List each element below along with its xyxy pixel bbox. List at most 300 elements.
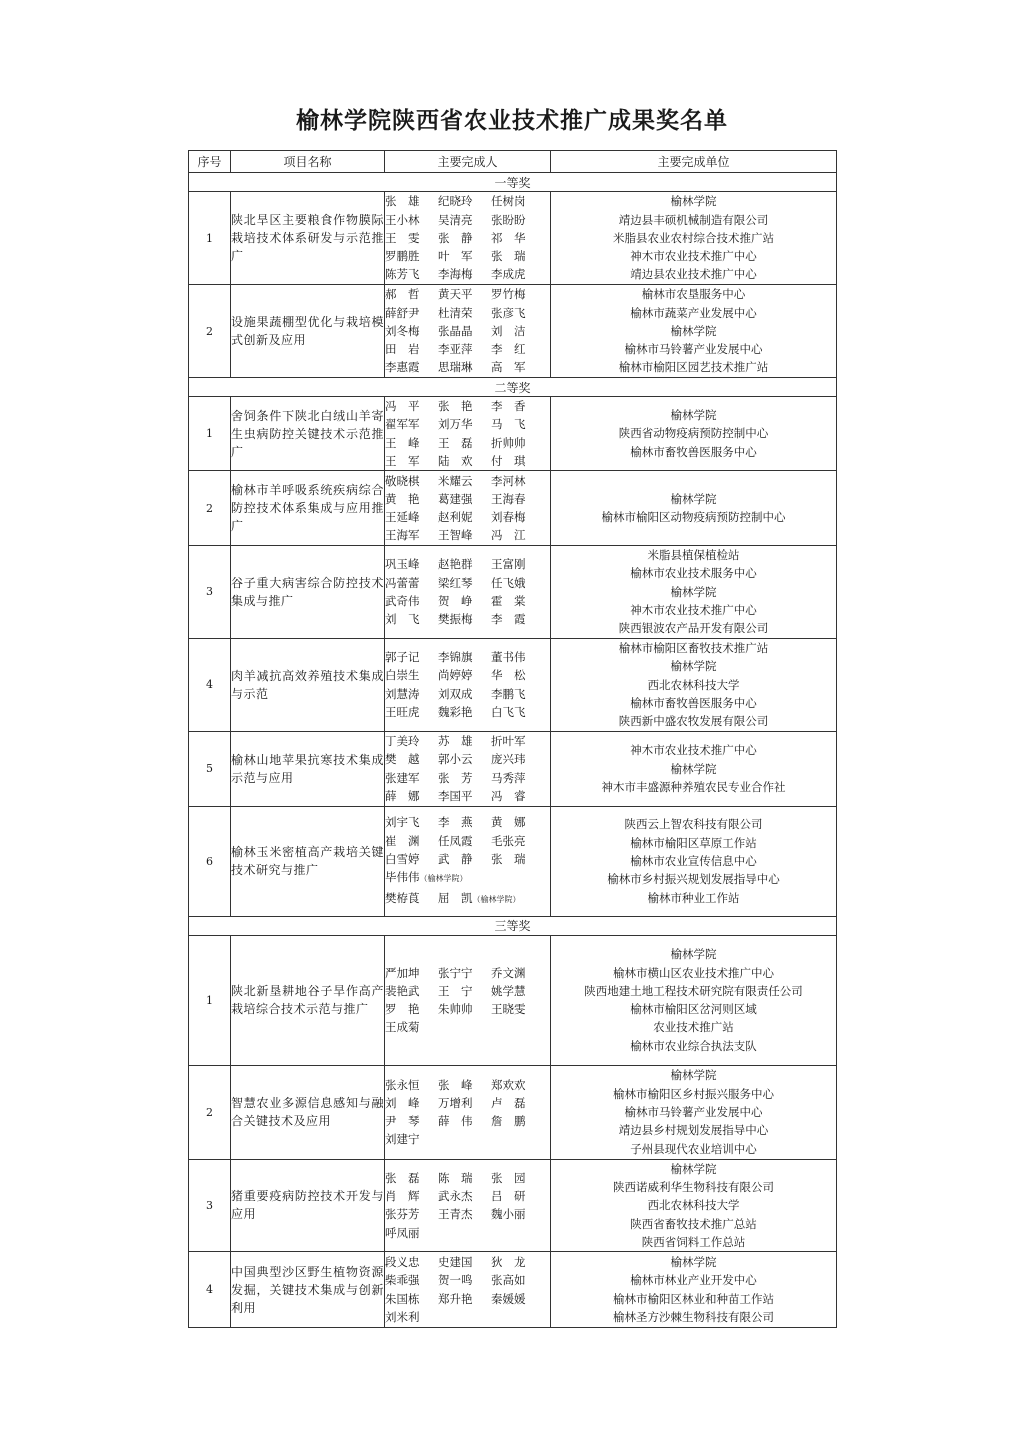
person-name: 王 磊: [438, 435, 473, 450]
unit-name: 榆林市马铃薯产业发展中心: [624, 342, 763, 357]
unit-name: 榆林市农业宣传信息中心: [630, 854, 757, 869]
person-name: 纪晓玲: [438, 194, 473, 209]
people-line: [385, 265, 550, 283]
person-name: 张建军: [385, 770, 420, 785]
unit-name: 神木市农业技术推广中心: [630, 249, 757, 264]
unit-name: 榆林市马铃薯产业发展中心: [624, 1105, 763, 1120]
person-name: 张芬芳: [385, 1207, 420, 1222]
project-name: 设施果蔬棚型优化与栽培模式创新及应用: [231, 285, 385, 378]
project-name: 榆林市羊呼吸系统疾病综合防控技术体系集成与应用推广: [231, 471, 385, 546]
award-row: [189, 731, 837, 806]
person-name: 万增利: [438, 1095, 473, 1110]
unit-name: 榆林市农业综合执法支队: [630, 1038, 757, 1053]
person-name: 黄 娜: [491, 815, 526, 830]
row-number: 1: [189, 935, 231, 1065]
unit-name: 榆林市榆阳区岔河则区域: [630, 1002, 757, 1017]
tier-row: [189, 173, 837, 192]
person-name: 敬晓棋: [385, 473, 420, 488]
person-name: 冯 江: [491, 528, 526, 543]
person-name: 刘 飞: [385, 612, 420, 627]
person-name: 王小林: [385, 212, 420, 227]
units-cell: [551, 471, 837, 546]
header-row: [189, 151, 837, 173]
person-name: 王延峰: [385, 510, 420, 525]
award-row: [189, 1252, 837, 1328]
person-name: 薛舒尹: [385, 305, 420, 320]
project-name: 猪重要疫病防控技术开发与应用: [231, 1159, 385, 1251]
people-line: [385, 322, 550, 340]
person-name: 史建国: [438, 1255, 473, 1270]
person-name: 郝 哲: [385, 287, 420, 302]
person-name: 思瑞琳: [438, 360, 473, 375]
people-line: [385, 526, 550, 544]
unit-name: 榆林市横山区农业技术推广中心: [613, 965, 774, 980]
people-line: [385, 1076, 550, 1094]
people-line: [385, 1271, 550, 1289]
person-name: 陈 瑞: [438, 1170, 473, 1185]
person-name: 尚婷婷: [438, 668, 473, 683]
person-name: 肖 辉: [385, 1189, 420, 1204]
award-row: [189, 192, 837, 285]
person-name: 张盼盼: [491, 212, 526, 227]
person-name: 李 霞: [491, 612, 526, 627]
row-number: 3: [189, 546, 231, 638]
person-name: 刘双成: [438, 686, 473, 701]
people-line: [385, 285, 550, 303]
person-name: 朱帅帅: [438, 1002, 473, 1017]
person-name: 李成虎: [491, 267, 526, 282]
person-name: 张 艳: [438, 399, 473, 413]
person-name: 张 园: [491, 1170, 526, 1185]
unit-name: 榆林市种业工作站: [647, 890, 740, 905]
person-name: 刘建宁: [385, 1132, 420, 1147]
person-name: 折叶军: [491, 734, 526, 749]
unit-name: 榆林学院: [670, 1255, 717, 1270]
unit-name: 榆林市榆阳区草原工作站: [630, 835, 757, 850]
units-cell: [551, 285, 837, 378]
units-cell: [551, 546, 837, 638]
page-title: 榆林学院陕西省农业技术推广成果奖名单: [296, 108, 728, 134]
people-line: [385, 1187, 550, 1205]
person-name: 张宁宁: [438, 965, 473, 980]
unit-name: 西北农林科技大学: [647, 1198, 740, 1213]
col-header-project: 项目名称: [231, 151, 385, 173]
people-line: [385, 868, 550, 888]
people-line: [385, 1094, 550, 1112]
person-name: 李 香: [491, 399, 526, 413]
row-number: 4: [189, 1252, 231, 1328]
people-line: [385, 247, 550, 265]
people-line: [385, 592, 550, 610]
unit-name: 榆林学院: [670, 584, 717, 599]
award-row: [189, 638, 837, 731]
unit-name: 榆林市畜牧兽医服务中心: [630, 444, 757, 459]
unit-name: 榆林学院: [670, 408, 717, 423]
award-row: [189, 471, 837, 546]
person-name: 马秀萍: [491, 770, 526, 785]
project-name: 肉羊减抗高效养殖技术集成与示范: [231, 638, 385, 731]
people-line: [385, 787, 550, 805]
person-name: 段义忠: [385, 1255, 420, 1270]
units-cell: [551, 1252, 837, 1328]
person-name: 郑欢欢: [491, 1077, 526, 1092]
person-name: 魏小丽: [491, 1207, 526, 1222]
person-name: 詹 鹏: [491, 1114, 526, 1129]
person-name: 朱国栋: [385, 1291, 420, 1306]
person-name: 丁美玲: [385, 734, 420, 749]
awards-table: [188, 150, 837, 1328]
person-name: 毛张亮: [491, 833, 526, 848]
people-line: [385, 490, 550, 508]
person-name: 武奇伟: [385, 593, 420, 608]
unit-name: 榆林学院: [670, 761, 717, 776]
project-name: 陕北旱区主要粮食作物膜际栽培技术体系研发与示范推广: [231, 192, 385, 285]
person-name: 付 琪: [491, 453, 526, 468]
people-cell: [385, 397, 551, 471]
person-name: 王 军: [385, 453, 420, 468]
people-line: [385, 703, 550, 721]
unit-name: 农业技术推广站: [653, 1020, 734, 1035]
person-name: 刘慧涛: [385, 686, 420, 701]
person-name: 张 雄: [385, 194, 420, 209]
person-name: 张 瑞: [491, 852, 526, 867]
person-name: 葛建强: [438, 491, 473, 506]
affiliation-note: （榆林学院）: [472, 894, 521, 904]
unit-name: 米脂县农业农村综合技术推广站: [613, 230, 774, 245]
person-name: 李海梅: [438, 267, 473, 282]
unit-name: 榆林市榆阳区畜牧技术推广站: [618, 640, 769, 655]
row-number: 1: [189, 192, 231, 285]
person-name: 张 磊: [385, 1170, 420, 1185]
person-name: 罗 艳: [385, 1002, 420, 1017]
unit-name: 神木市农业技术推广中心: [630, 603, 757, 618]
person-name: 贺 峥: [438, 593, 473, 608]
person-name: 狄 龙: [491, 1255, 526, 1270]
affiliation-note: （榆林学院）: [419, 874, 468, 884]
person-name: 王智峰: [438, 528, 473, 543]
person-name: 李锦旗: [438, 650, 473, 665]
person-name: 冯 平: [385, 399, 420, 413]
row-number: 5: [189, 731, 231, 806]
unit-name: 榆林市榆阳区乡村振兴服务中心: [613, 1086, 774, 1101]
person-name: 冯 睿: [491, 788, 526, 803]
people-line: [385, 732, 550, 750]
award-row: [189, 935, 837, 1065]
person-name: 李 红: [491, 342, 526, 357]
row-number: 2: [189, 1065, 231, 1159]
person-name: 白崇生: [385, 668, 420, 683]
person-name: 魏彩艳: [438, 704, 473, 719]
people-line: [385, 964, 550, 982]
person-name: 李 燕: [438, 815, 473, 830]
person-name: 张彦飞: [491, 305, 526, 320]
unit-name: 榆林圣方沙棘生物科技有限公司: [613, 1309, 774, 1324]
person-name: 张永恒: [385, 1077, 420, 1092]
person-name: 严加坤: [385, 965, 420, 980]
people-line: [385, 1112, 550, 1130]
col-header-people: 主要完成人: [385, 151, 551, 173]
people-line: [385, 1224, 550, 1242]
person-name: 张 峰: [438, 1077, 473, 1092]
unit-name: 米脂县植保植检站: [647, 548, 740, 563]
person-name: 郑升艳: [438, 1291, 473, 1306]
unit-name: 榆林学院: [670, 194, 717, 209]
people-cell: [385, 285, 551, 378]
person-name: 杜清荣: [438, 305, 473, 320]
person-name: 武 静: [438, 852, 473, 867]
unit-name: 陕西省畜牧技术推广总站: [630, 1216, 757, 1231]
unit-name: 榆林市农业技术服务中心: [630, 566, 757, 581]
unit-name: 陕西省饲料工作总站: [641, 1234, 746, 1249]
person-name: 赵利妮: [438, 510, 473, 525]
people-line: [385, 340, 550, 358]
person-name: 刘春梅: [491, 510, 526, 525]
units-cell: [551, 1065, 837, 1159]
person-name: 巩玉峰: [385, 557, 420, 572]
unit-name: 神木市丰盛源种养殖农民专业合作社: [601, 779, 786, 794]
person-name: 王富刚: [491, 557, 526, 572]
person-name: 李国平: [438, 788, 473, 803]
people-line: [385, 508, 550, 526]
person-name: 薛 伟: [438, 1114, 473, 1129]
project-name: 榆林玉米密植高产栽培关键技术研究与推广: [231, 806, 385, 916]
person-name: 王 峰: [385, 435, 420, 450]
person-name: 梁红琴: [438, 575, 473, 590]
people-line: [385, 304, 550, 322]
person-name: 刘米利: [385, 1309, 420, 1324]
person-name: 罗鹏胜: [385, 249, 420, 264]
person-name: 米耀云: [438, 473, 473, 488]
person-name: 刘冬梅: [385, 323, 420, 338]
people-line: [385, 211, 550, 229]
person-name: 郭子记: [385, 650, 420, 665]
unit-name: 榆林学院: [670, 1161, 717, 1176]
unit-name: 子州县现代农业培训中心: [630, 1141, 757, 1156]
person-name: 武永杰: [438, 1189, 473, 1204]
person-name: 折帅帅: [491, 435, 526, 450]
people-line: [385, 397, 550, 415]
people-line: [385, 229, 550, 247]
people-line: [385, 850, 550, 868]
project-name: 中国典型沙区野生植物资源发掘，关键技术集成与创新利用: [231, 1252, 385, 1328]
unit-name: 榆林学院: [670, 659, 717, 674]
row-number: 4: [189, 638, 231, 731]
person-name: 马 飞: [491, 417, 526, 432]
people-line: [385, 192, 550, 210]
people-cell: [385, 546, 551, 638]
person-name: 郭小云: [438, 752, 473, 767]
person-name: 任树岗: [491, 194, 526, 209]
person-name: 樊栫莨: [385, 890, 420, 905]
person-name: 高 军: [491, 360, 526, 375]
people-line: [385, 1000, 550, 1018]
unit-name: 陕西新中盛农牧发展有限公司: [618, 714, 769, 729]
unit-name: 陕西云上智农科技有限公司: [624, 817, 763, 832]
person-name: 白飞飞: [491, 704, 526, 719]
person-name: 乔文渊: [491, 965, 526, 980]
person-name: 李河林: [491, 473, 526, 488]
tier-label: 二等奖: [189, 378, 837, 397]
unit-name: 陕西地建土地工程技术研究院有限责任公司: [584, 983, 803, 998]
row-number: 2: [189, 285, 231, 378]
row-number: 3: [189, 1159, 231, 1251]
person-name: 刘万华: [438, 417, 473, 432]
person-name: 张 芳: [438, 770, 473, 785]
project-name: 智慧农业多源信息感知与融合关键技术及应用: [231, 1065, 385, 1159]
person-name: 李惠霞: [385, 360, 420, 375]
units-cell: [551, 935, 837, 1065]
unit-name: 靖边县丰硕机械制造有限公司: [618, 212, 769, 227]
unit-name: 榆林市农垦服务中心: [641, 287, 746, 302]
people-line: [385, 982, 550, 1000]
person-name: 崔 渊: [385, 833, 420, 848]
people-cell: [385, 638, 551, 731]
person-name: 罗竹梅: [491, 287, 526, 302]
unit-name: 榆林市乡村振兴规划发展指导中心: [607, 872, 780, 887]
person-name: 吴清亮: [438, 212, 473, 227]
unit-name: 榆林学院: [670, 947, 717, 962]
person-name: 屈 凯: [438, 890, 473, 905]
people-line: [385, 1290, 550, 1308]
unit-name: 榆林市蔬菜产业发展中心: [630, 305, 757, 320]
people-cell: [385, 1159, 551, 1251]
project-name: 陕北新垦耕地谷子旱作高产栽培综合技术示范与推广: [231, 935, 385, 1065]
person-name: 张 瑞: [491, 249, 526, 264]
people-line: [385, 1253, 550, 1271]
unit-name: 陕西诺威利华生物科技有限公司: [613, 1179, 774, 1194]
people-line: [385, 1308, 550, 1326]
units-cell: [551, 1159, 837, 1251]
person-name: 翟军军: [385, 417, 420, 432]
people-line: [385, 574, 550, 592]
people-cell: [385, 1252, 551, 1328]
unit-name: 神木市农业技术推广中心: [630, 743, 757, 758]
person-name: 刘 峰: [385, 1095, 420, 1110]
person-name: 王 宁: [438, 983, 473, 998]
person-name: 白雪婷: [385, 852, 420, 867]
unit-name: 西北农林科技大学: [647, 677, 740, 692]
units-cell: [551, 638, 837, 731]
people-line: [385, 434, 550, 452]
units-cell: [551, 397, 837, 471]
unit-name: 陕西省动物疫病预防控制中心: [618, 426, 769, 441]
people-line: [385, 750, 550, 768]
person-name: 叶 军: [438, 249, 473, 264]
row-number: 2: [189, 471, 231, 546]
person-name: 任凤霞: [438, 833, 473, 848]
row-number: 1: [189, 397, 231, 471]
tier-label: 三等奖: [189, 916, 837, 935]
person-name: 黄天平: [438, 287, 473, 302]
person-name: 祁 华: [491, 230, 526, 245]
col-header-units: 主要完成单位: [551, 151, 837, 173]
person-name: 呼凤丽: [385, 1225, 420, 1240]
row-number: 6: [189, 806, 231, 916]
award-row: [189, 806, 837, 916]
people-line: [385, 415, 550, 433]
tier-label: 一等奖: [189, 173, 837, 192]
unit-name: 榆林学院: [670, 491, 717, 506]
person-name: 张晶晶: [438, 323, 473, 338]
tier-row: [189, 916, 837, 935]
person-name: 吕 研: [491, 1189, 526, 1204]
people-line: [385, 1018, 550, 1036]
person-name: 刘宇飞: [385, 815, 420, 830]
person-name: 贺一鸣: [438, 1273, 473, 1288]
people-cell: [385, 806, 551, 916]
tier-row: [189, 378, 837, 397]
person-name: 冯蕾蕾: [385, 575, 420, 590]
units-cell: [551, 806, 837, 916]
unit-name: 靖边县农业技术推广中心: [630, 267, 757, 282]
people-line: [385, 610, 550, 628]
people-line: [385, 555, 550, 573]
person-name: 尹 琴: [385, 1114, 420, 1129]
people-line: [385, 648, 550, 666]
units-cell: [551, 192, 837, 285]
people-line: [385, 1205, 550, 1223]
project-name: 榆林山地苹果抗寒技术集成示范与应用: [231, 731, 385, 806]
person-name: 黄 艳: [385, 491, 420, 506]
award-row: [189, 546, 837, 638]
people-line: [385, 769, 550, 787]
person-name: 柴乖强: [385, 1273, 420, 1288]
person-name: 李鹏飞: [491, 686, 526, 701]
people-line: [385, 813, 550, 831]
people-line: [385, 666, 550, 684]
project-name: 谷子重大病害综合防控技术集成与推广: [231, 546, 385, 638]
person-name: 张高如: [491, 1273, 526, 1288]
people-cell: [385, 935, 551, 1065]
person-name: 毕伟伟: [385, 870, 420, 885]
award-row: [189, 1159, 837, 1251]
person-name: 王成菊: [385, 1020, 420, 1035]
person-name: 陈芳飞: [385, 267, 420, 282]
people-cell: [385, 1065, 551, 1159]
person-name: 王海春: [491, 491, 526, 506]
person-name: 姚学慧: [491, 983, 526, 998]
person-name: 薛 娜: [385, 788, 420, 803]
person-name: 卢 磊: [491, 1095, 526, 1110]
person-name: 任飞娥: [491, 575, 526, 590]
people-line: [385, 685, 550, 703]
person-name: 王海军: [385, 528, 420, 543]
person-name: 张 静: [438, 230, 473, 245]
unit-name: 榆林市榆阳区园艺技术推广站: [618, 360, 769, 375]
person-name: 田 岩: [385, 342, 420, 357]
units-cell: [551, 731, 837, 806]
col-header-no: 序号: [189, 151, 231, 173]
person-name: 苏 雄: [438, 734, 473, 749]
person-name: 王 雯: [385, 230, 420, 245]
people-line: [385, 358, 550, 376]
people-line: [385, 472, 550, 490]
person-name: 樊振梅: [438, 612, 473, 627]
people-cell: [385, 192, 551, 285]
person-name: 王旺虎: [385, 704, 420, 719]
unit-name: 陕西银波农产品开发有限公司: [618, 621, 769, 636]
project-name: 舍饲条件下陕北白绒山羊寄生虫病防控关键技术示范推广: [231, 397, 385, 471]
unit-name: 榆林市榆阳区动物疫病预防控制中心: [601, 510, 786, 525]
person-name: 裴艳武: [385, 983, 420, 998]
unit-name: 榆林市林业产业开发中心: [630, 1273, 757, 1288]
person-name: 霍 棠: [491, 593, 526, 608]
people-cell: [385, 471, 551, 546]
unit-name: 榆林学院: [670, 323, 717, 338]
person-name: 陆 欢: [438, 453, 473, 468]
person-name: 樊 越: [385, 752, 420, 767]
person-name: 华 松: [491, 668, 526, 683]
